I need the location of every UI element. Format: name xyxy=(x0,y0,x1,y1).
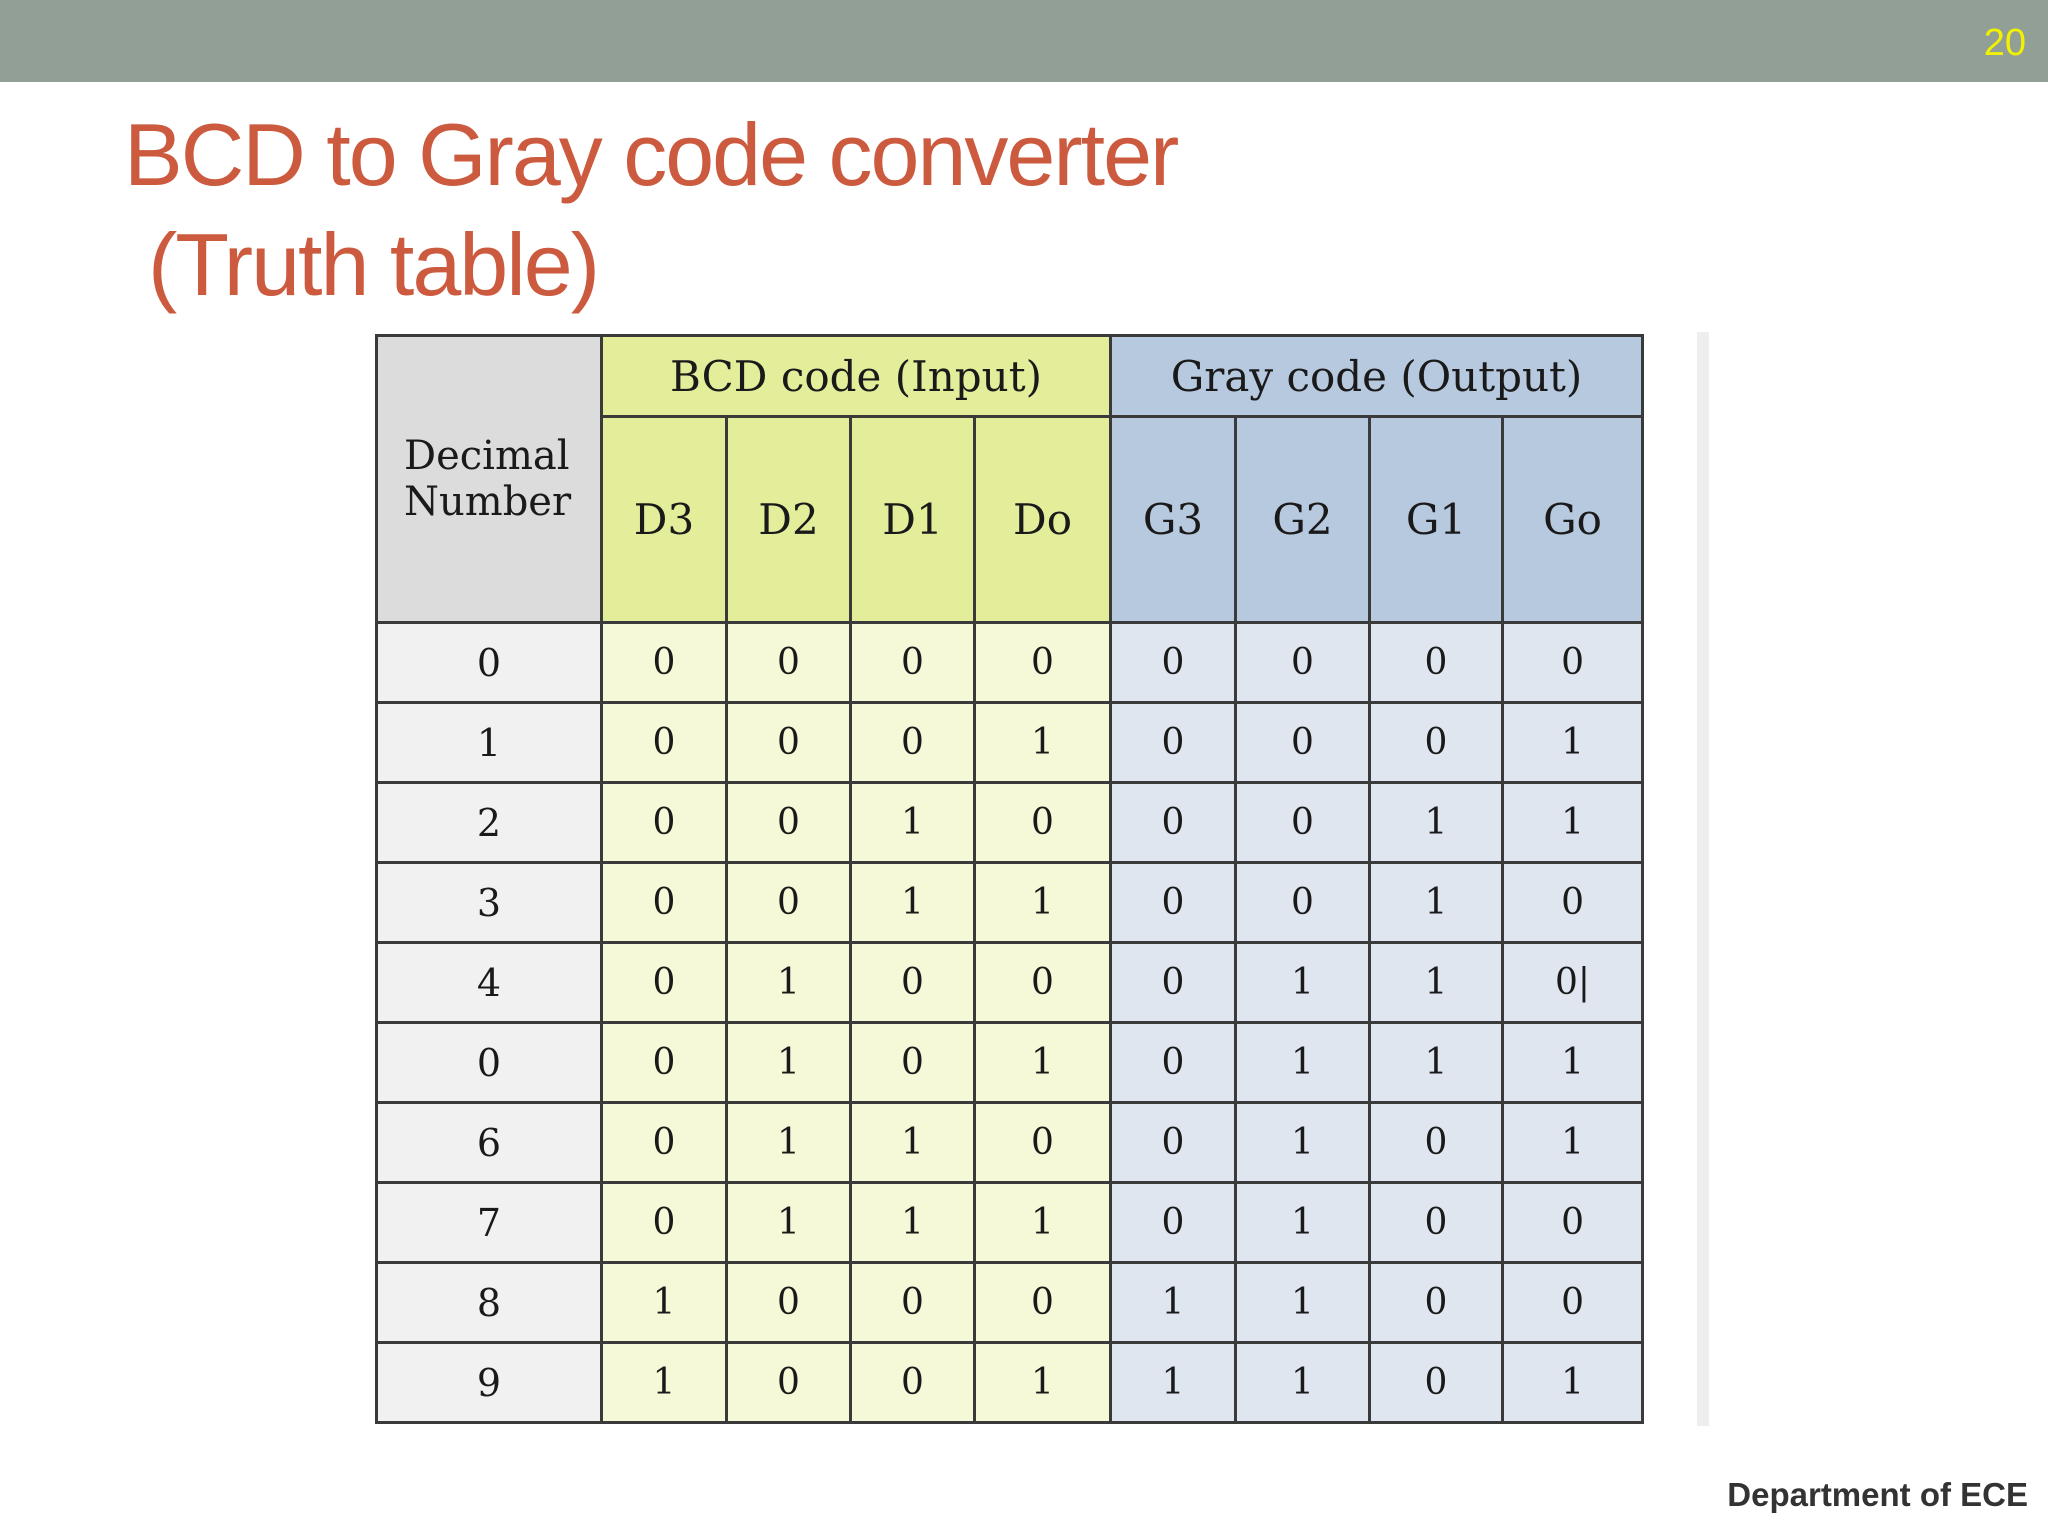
gray-output-group-header: Gray code (Output) xyxy=(1111,336,1643,417)
output-cell: 0 xyxy=(1236,703,1370,783)
output-cell: 1 xyxy=(1236,1183,1370,1263)
decimal-cell: 9 xyxy=(377,1343,602,1423)
table-row xyxy=(377,1343,1643,1423)
table-row xyxy=(377,1183,1643,1263)
input-cell: 0 xyxy=(851,1023,975,1103)
column-header-g1: G1 xyxy=(1370,417,1503,623)
table-row xyxy=(377,703,1643,783)
output-cell: 0 xyxy=(1111,703,1236,783)
input-cell: 1 xyxy=(975,863,1111,943)
output-cell: 1 xyxy=(1236,1343,1370,1423)
table-row xyxy=(377,1103,1643,1183)
column-header-g0: Go xyxy=(1503,417,1643,623)
input-cell: 0 xyxy=(602,1023,727,1103)
footer-department: Department of ECE xyxy=(1727,1476,2028,1513)
output-cell: 0 xyxy=(1111,943,1236,1023)
output-cell: 1 xyxy=(1503,1023,1643,1103)
column-header-g3: G3 xyxy=(1111,417,1236,623)
input-cell: 0 xyxy=(602,783,727,863)
output-cell: 1 xyxy=(1503,1343,1643,1423)
input-cell: 0 xyxy=(602,863,727,943)
output-cell: 1 xyxy=(1236,1023,1370,1103)
output-cell: 1 xyxy=(1370,943,1503,1023)
decimal-header-line-1: Decimal xyxy=(404,433,570,479)
input-cell: 1 xyxy=(851,1183,975,1263)
input-cell: 0 xyxy=(851,1343,975,1423)
input-cell: 0 xyxy=(602,1103,727,1183)
input-cell: 1 xyxy=(975,1343,1111,1423)
output-cell: 0 xyxy=(1503,1183,1643,1263)
input-cell: 1 xyxy=(727,943,851,1023)
input-cell: 0 xyxy=(727,703,851,783)
table-row xyxy=(377,863,1643,943)
output-cell: 0 xyxy=(1111,623,1236,703)
column-header-d1: D1 xyxy=(851,417,975,623)
column-header-d2: D2 xyxy=(727,417,851,623)
table-row xyxy=(377,1023,1643,1103)
input-cell: 0 xyxy=(975,943,1111,1023)
input-cell: 1 xyxy=(851,863,975,943)
output-cell: 0 xyxy=(1111,1103,1236,1183)
decimal-header-line-2: Number xyxy=(404,479,572,525)
decimal-cell: 3 xyxy=(377,863,602,943)
input-cell: 1 xyxy=(727,1183,851,1263)
output-cell: 1 xyxy=(1370,863,1503,943)
group-header-row xyxy=(377,336,1643,417)
input-cell: 1 xyxy=(851,1103,975,1183)
output-cell: 0 xyxy=(1111,1183,1236,1263)
input-cell: 0 xyxy=(727,783,851,863)
input-cell: 0 xyxy=(602,703,727,783)
output-cell: 0 xyxy=(1236,783,1370,863)
table-row xyxy=(377,1263,1643,1343)
output-cell: 0 xyxy=(1503,623,1643,703)
input-cell: 1 xyxy=(727,1023,851,1103)
output-cell: 1 xyxy=(1236,1263,1370,1343)
input-cell: 0 xyxy=(851,1263,975,1343)
output-cell: 0 xyxy=(1111,863,1236,943)
input-cell: 0 xyxy=(602,1183,727,1263)
table-row xyxy=(377,783,1643,863)
input-cell: 0 xyxy=(975,1263,1111,1343)
input-cell: 1 xyxy=(851,783,975,863)
table-row xyxy=(377,943,1643,1023)
output-cell: 0 xyxy=(1370,1263,1503,1343)
output-cell: 1 xyxy=(1236,943,1370,1023)
decimal-cell: 0 xyxy=(377,623,602,703)
decimal-cell: 7 xyxy=(377,1183,602,1263)
input-cell: 0 xyxy=(727,1263,851,1343)
output-cell: 1 xyxy=(1503,703,1643,783)
output-cell: 0 xyxy=(1370,703,1503,783)
output-cell: 0| xyxy=(1503,943,1643,1023)
truth-table-container xyxy=(375,334,1641,1424)
top-bar xyxy=(0,0,2048,82)
input-cell: 0 xyxy=(727,1343,851,1423)
output-cell: 1 xyxy=(1503,1103,1643,1183)
output-cell: 0 xyxy=(1370,1343,1503,1423)
input-cell: 1 xyxy=(975,1023,1111,1103)
input-cell: 0 xyxy=(851,703,975,783)
output-cell: 1 xyxy=(1111,1343,1236,1423)
decimal-cell: 8 xyxy=(377,1263,602,1343)
title-line-1: BCD to Gray code converter xyxy=(124,105,1178,204)
input-cell: 0 xyxy=(975,623,1111,703)
side-scroll-strip xyxy=(1697,332,1709,1426)
column-header-d3: D3 xyxy=(602,417,727,623)
slide-title xyxy=(124,100,1177,320)
decimal-cell: 0 xyxy=(377,1023,602,1103)
output-cell: 1 xyxy=(1111,1263,1236,1343)
output-cell: 1 xyxy=(1370,783,1503,863)
input-cell: 1 xyxy=(975,703,1111,783)
output-cell: 0 xyxy=(1236,623,1370,703)
input-cell: 1 xyxy=(602,1263,727,1343)
input-cell: 0 xyxy=(727,623,851,703)
decimal-cell: 4 xyxy=(377,943,602,1023)
output-cell: 0 xyxy=(1236,863,1370,943)
output-cell: 0 xyxy=(1370,1103,1503,1183)
input-cell: 0 xyxy=(851,623,975,703)
output-cell: 0 xyxy=(1503,1263,1643,1343)
bcd-input-group-header: BCD code (Input) xyxy=(602,336,1111,417)
slide-number: 20 xyxy=(1983,22,2026,64)
output-cell: 1 xyxy=(1370,1023,1503,1103)
input-cell: 0 xyxy=(975,783,1111,863)
input-cell: 0 xyxy=(602,943,727,1023)
title-line-2: (Truth table) xyxy=(148,215,599,314)
decimal-cell: 2 xyxy=(377,783,602,863)
input-cell: 1 xyxy=(975,1183,1111,1263)
output-cell: 0 xyxy=(1503,863,1643,943)
column-header-g2: G2 xyxy=(1236,417,1370,623)
output-cell: 1 xyxy=(1236,1103,1370,1183)
output-cell: 1 xyxy=(1503,783,1643,863)
decimal-cell: 6 xyxy=(377,1103,602,1183)
output-cell: 0 xyxy=(1370,1183,1503,1263)
output-cell: 0 xyxy=(1111,783,1236,863)
input-cell: 1 xyxy=(602,1343,727,1423)
column-header-d0: Do xyxy=(975,417,1111,623)
output-cell: 0 xyxy=(1111,1023,1236,1103)
input-cell: 0 xyxy=(727,863,851,943)
output-cell: 0 xyxy=(1370,623,1503,703)
input-cell: 0 xyxy=(851,943,975,1023)
decimal-number-header xyxy=(377,336,602,623)
input-cell: 0 xyxy=(602,623,727,703)
input-cell: 0 xyxy=(975,1103,1111,1183)
table-row xyxy=(377,623,1643,703)
decimal-cell: 1 xyxy=(377,703,602,783)
input-cell: 1 xyxy=(727,1103,851,1183)
truth-table xyxy=(375,334,1644,1424)
